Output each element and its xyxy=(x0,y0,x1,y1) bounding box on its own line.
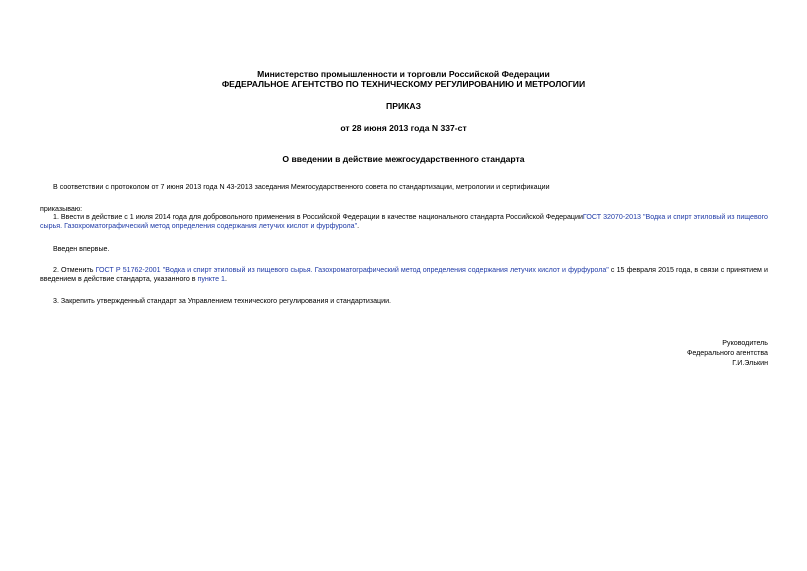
signatory-agency: Федерального агентства xyxy=(686,349,768,357)
gost-r-51762-link[interactable]: ГОСТ Р 51762-2001 "Водка и спирт этиловый из пищевого сырья. Газохроматографический метод определения содержания летучих кислот и фурфурола" xyxy=(95,266,609,274)
item-2-suffix: . xyxy=(225,275,227,284)
signatory-name: Г.И.Элькин xyxy=(732,359,768,367)
item-1-reference-link[interactable]: пункте 1 xyxy=(197,275,226,284)
signatory-title: Руководитель xyxy=(722,339,768,347)
order-word: приказываю: xyxy=(40,205,83,213)
document-date: от 28 июня 2013 года N 337-ст xyxy=(340,123,467,133)
item-2-middle: с 15 февраля 2015 года, в связи с принятием и введением в действие стандарта, указанного в xyxy=(40,266,768,284)
ministry-name: Министерство промышленности и торговли Российской Федерации xyxy=(257,69,550,79)
gost-32070-link[interactable]: ГОСТ 32070-2013 "Водка и спирт этиловый из пищевого сырья. Газохроматографический метод определения содержания летучих кислот и фурфурола" xyxy=(40,213,769,231)
item-2-paragraph xyxy=(40,266,768,285)
document-type: ПРИКАЗ xyxy=(386,101,421,111)
agency-name: ФЕДЕРАЛЬНОЕ АГЕНТСТВО ПО ТЕХНИЧЕСКОМУ РЕГУЛИРОВАНИЮ И МЕТРОЛОГИИ xyxy=(221,79,586,89)
item-1-text: 1. Ввести в действие с 1 июля 2014 года для добровольного применения в Российской Федерации в качестве национального стандарта Российской Федерации xyxy=(53,213,583,221)
preamble-paragraph: В соответствии с протоколом от 7 июня 2013 года N 43-2013 заседания Межгосударственного совета по стандартизации, метрологии и сертификации xyxy=(53,183,550,191)
item-1-paragraph xyxy=(40,213,768,232)
item-2-text: 2. Отменить xyxy=(53,266,96,274)
item-3-paragraph: 3. Закрепить утвержденный стандарт за Управлением технического регулирования и стандартизации. xyxy=(53,297,392,305)
introduced-note: Введен впервые. xyxy=(53,245,110,253)
item-1-suffix: . xyxy=(357,222,360,231)
document-subject: О введении в действие межгосударственного стандарта xyxy=(282,154,525,164)
